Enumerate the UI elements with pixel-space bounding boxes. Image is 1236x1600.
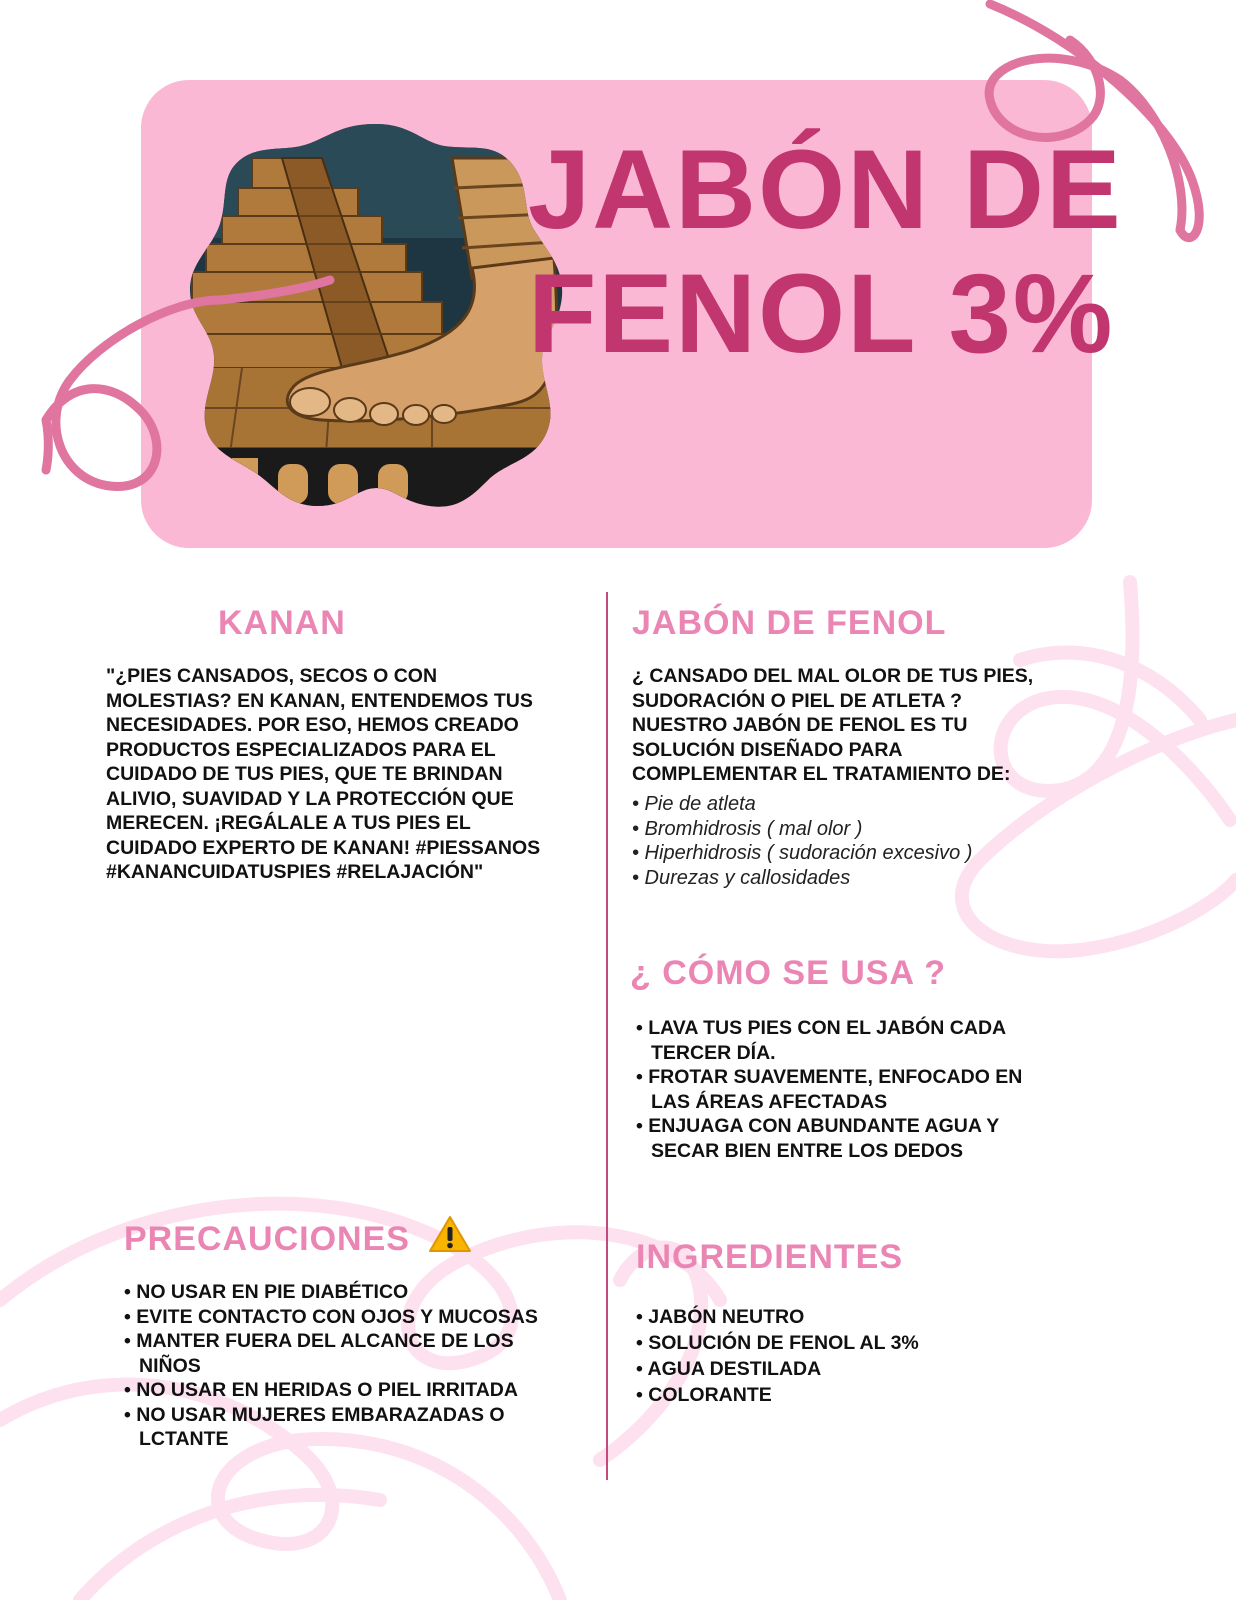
list-item: • AGUA DESTILADA bbox=[636, 1358, 822, 1380]
list-item: • NO USAR EN PIE DIABÉTICO bbox=[124, 1281, 409, 1303]
list-item: • Bromhidrosis ( mal olor ) bbox=[632, 817, 863, 840]
list-item: • Hiperhidrosis ( sudoración excesivo ) bbox=[632, 842, 973, 864]
column-divider bbox=[606, 592, 608, 1480]
precautions-heading bbox=[124, 1214, 472, 1259]
page-title bbox=[528, 128, 1128, 376]
list-item: • LAVA TUS PIES CON EL JABÓN CADA TERCER DÍA. bbox=[636, 1017, 1006, 1064]
title-line-1: JABÓN DE bbox=[528, 127, 1123, 252]
ingredients-heading: INGREDIENTES bbox=[636, 1238, 904, 1276]
list-item: • SOLUCIÓN DE FENOL AL 3% bbox=[636, 1332, 919, 1354]
precautions-list bbox=[124, 1280, 544, 1452]
jabon-heading: JABÓN DE FENOL bbox=[632, 604, 947, 642]
list-item: • ENJUAGA CON ABUNDANTE AGUA Y SECAR BIEN ENTRE LOS DEDOS bbox=[636, 1115, 999, 1162]
list-item: • NO USAR EN HERIDAS O PIEL IRRITADA bbox=[124, 1379, 518, 1401]
conditions-list bbox=[632, 792, 1072, 890]
list-item: • EVITE CONTACTO CON OJOS Y MUCOSAS bbox=[124, 1305, 538, 1328]
usage-steps-list bbox=[636, 1016, 1056, 1163]
jabon-intro: ¿ CANSADO DEL MAL OLOR DE TUS PIES, SUDORACIÓN O PIEL DE ATLETA ? NUESTRO JABÓN DE FENOL ES TU SOLUCIÓN DISEÑADO PARA COMPLEMENTAR EL TRATAMIENTO DE: bbox=[632, 665, 1034, 785]
usage-heading: ¿ CÓMO SE USA ? bbox=[630, 954, 946, 992]
kanan-description: "¿PIES CANSADOS, SECOS O CON MOLESTIAS? EN KANAN, ENTENDEMOS TUS NECESIDADES. POR ESO, HEMOS CREADO PRODUCTOS ESPECIALIZADOS PARA EL CUIDADO DE TUS PIES, QUE TE BRINDAN ALIVIO, SUAVIDAD Y LA PROTECCIÓN QUE MERECEN. ¡REGÁLALE A TUS PIES EL CUIDADO EXPERTO DE KANAN! #PIESSANOS #KANANCUIDATUSPIES #RELAJACIÓN" bbox=[106, 665, 541, 883]
precautions-heading-label: PRECAUCIONES bbox=[124, 1220, 410, 1258]
list-item: • FROTAR SUAVEMENTE, ENFOCADO EN LAS ÁREAS AFECTADAS bbox=[636, 1066, 1023, 1113]
list-item: • COLORANTE bbox=[636, 1384, 772, 1406]
list-item: • Pie de atleta bbox=[632, 793, 756, 815]
kanan-heading: KANAN bbox=[218, 604, 346, 642]
list-item: • NO USAR MUJERES EMBARAZADAS O LCTANTE bbox=[124, 1403, 505, 1450]
list-item: • JABÓN NEUTRO bbox=[636, 1306, 805, 1328]
ingredients-list bbox=[636, 1304, 1056, 1408]
warning-icon bbox=[428, 1214, 472, 1254]
list-item: • MANTER FUERA DEL ALCANCE DE LOS NIÑOS bbox=[124, 1330, 514, 1377]
list-item: • Durezas y callosidades bbox=[632, 866, 851, 889]
title-line-2: FENOL 3% bbox=[528, 251, 1115, 376]
pyramid-foot-illustration bbox=[182, 118, 570, 510]
